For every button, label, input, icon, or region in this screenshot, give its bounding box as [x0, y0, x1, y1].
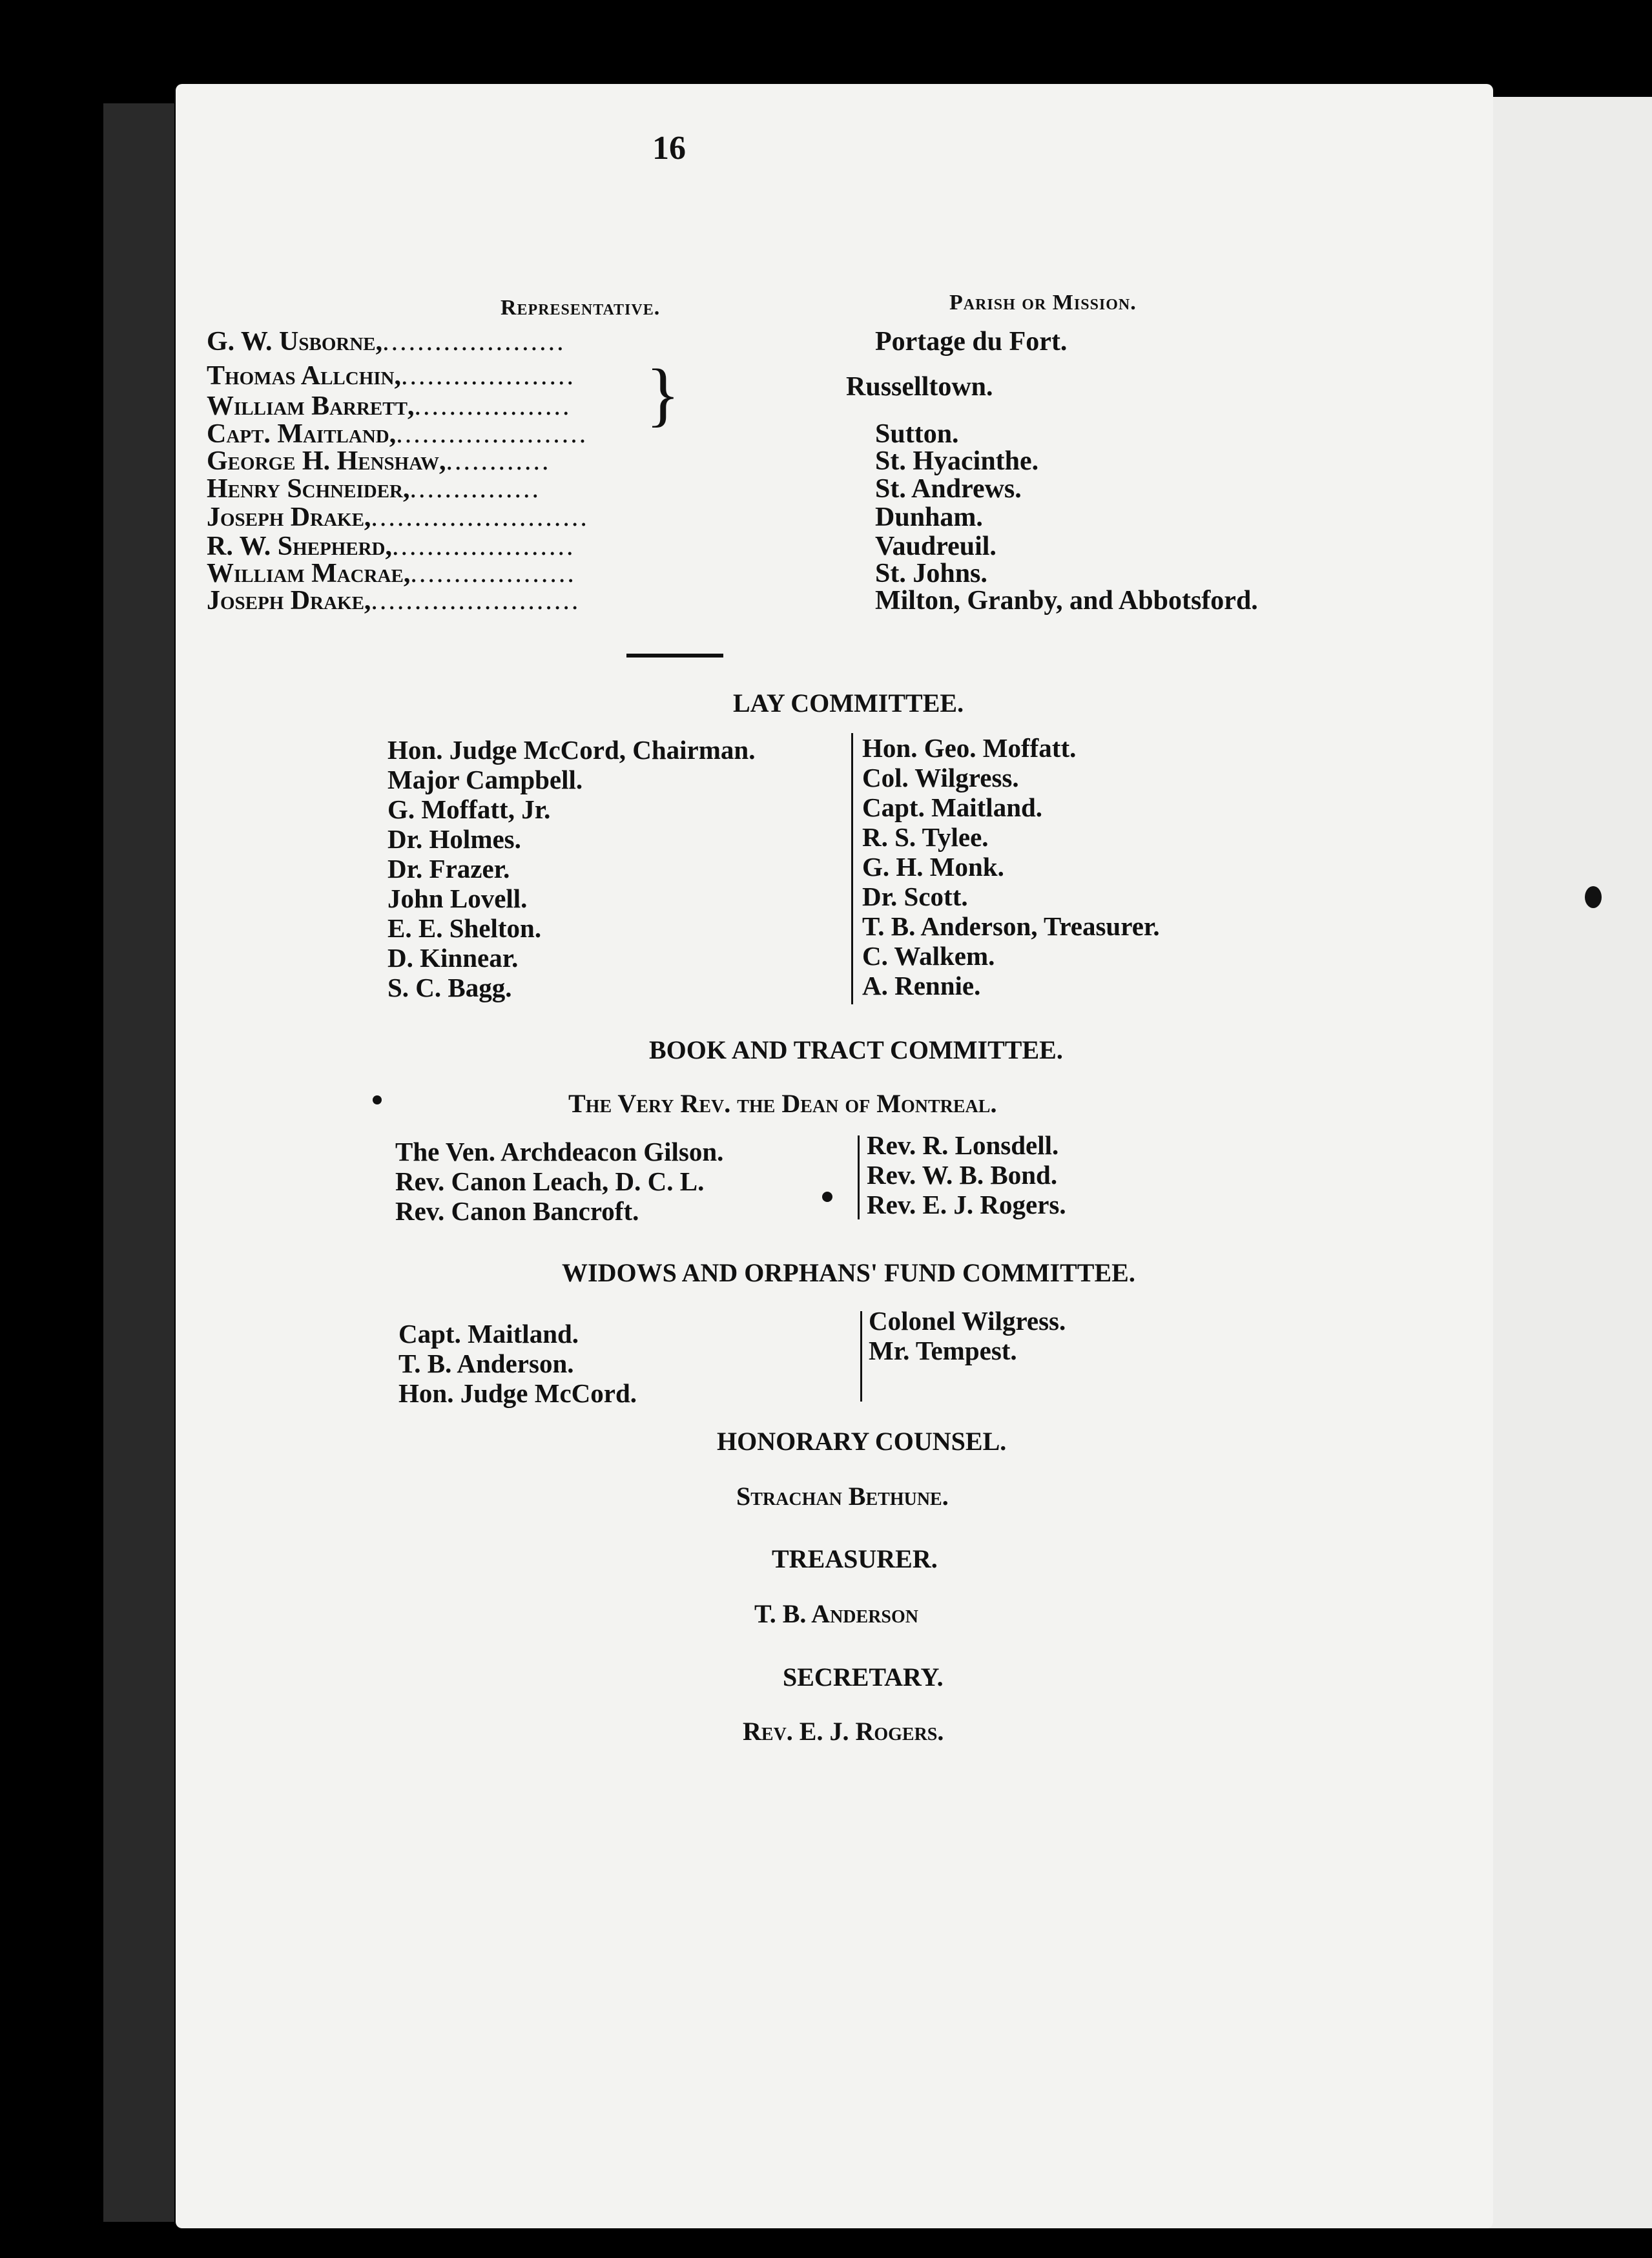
treasurer-title: TREASURER. [772, 1544, 938, 1573]
lay-committee-right [862, 733, 1160, 1000]
list-item: R. W. Shepherd,..................... Vaudreuil. [207, 532, 996, 561]
list-item: D. Kinnear. [387, 943, 519, 973]
secretary-name: Rev. E. J. Rogers. [743, 1717, 944, 1746]
column-divider [858, 1135, 860, 1219]
list-item: S. C. Bagg. [387, 973, 512, 1002]
column-divider [851, 733, 853, 1004]
widows-fund-title: WIDOWS AND ORPHANS' FUND COMMITTEE. [562, 1258, 1135, 1287]
parish-header: Parish or Mission. [949, 291, 1137, 315]
list-item: E. E. Shelton. [387, 913, 542, 943]
list-item: Joseph Drake,........................ Milton, Granby, and Abbotsford. [207, 586, 1258, 616]
list-item: C. Walkem. [862, 941, 995, 971]
treasurer-name: T. B. Anderson [754, 1599, 918, 1628]
representative-header: Representative. [501, 296, 661, 320]
column-divider [860, 1311, 862, 1402]
list-item: A. Rennie. [862, 971, 981, 1000]
list-item: T. B. Anderson. [398, 1349, 574, 1378]
list-item: George H. Henshaw,............ St. Hyacinthe. [207, 446, 1039, 476]
list-item: Mr. Tempest. [869, 1336, 1017, 1365]
ink-speck [1585, 886, 1602, 908]
list-item: G. H. Monk. [862, 852, 1004, 882]
list-item: Rev. E. J. Rogers. [867, 1190, 1066, 1219]
list-item: Capt. Maitland. [398, 1319, 579, 1349]
list-item: G. W. Usborne,..................... Portage du Fort. [207, 327, 1068, 357]
honorary-counsel-title: HONORARY COUNSEL. [717, 1427, 1007, 1456]
list-item: William Barrett,.................. [207, 391, 572, 421]
list-item: Rev. W. B. Bond. [867, 1160, 1058, 1190]
honorary-counsel-name: Strachan Bethune. [736, 1482, 949, 1511]
secretary-title: SECRETARY. [783, 1662, 944, 1692]
ink-speck [373, 1095, 382, 1104]
list-item: Joseph Drake,......................... Dunham. [207, 502, 983, 532]
list-item: Hon. Judge McCord. [398, 1378, 637, 1408]
section-divider [626, 654, 723, 658]
list-item: John Lovell. [387, 884, 528, 913]
book-tract-committee-title: BOOK AND TRACT COMMITTEE. [649, 1035, 1063, 1064]
book-tract-left [395, 1137, 723, 1226]
list-item: Colonel Wilgress. [869, 1306, 1066, 1336]
list-item: Henry Schneider,............... St. Andrews. [207, 474, 1022, 504]
list-item: Dr. Scott. [862, 882, 968, 911]
book-tract-right [867, 1130, 1066, 1219]
list-item: Dr. Frazer. [387, 854, 510, 884]
list-item: The Ven. Archdeacon Gilson. [395, 1137, 724, 1166]
widows-fund-right [869, 1306, 1066, 1365]
ink-speck [822, 1192, 832, 1202]
list-item: Major Campbell. [387, 765, 583, 794]
facing-page-edge [1485, 97, 1652, 2228]
list-item: Col. Wilgress. [862, 763, 1019, 792]
page-number: 16 [652, 130, 686, 167]
lay-committee-title: LAY COMMITTEE. [733, 689, 964, 718]
list-item: Hon. Judge McCord, Chairman. [387, 735, 756, 765]
widows-fund-left [398, 1319, 637, 1408]
book-spine [103, 103, 174, 2222]
book-tract-chair: The Very Rev. the Dean of Montreal. [568, 1089, 997, 1118]
list-item: William Macrae,................... St. Johns. [207, 559, 987, 588]
list-item: Thomas Allchin,.................... [207, 361, 575, 391]
list-item: Capt. Maitland,...................... Sutton. [207, 419, 959, 449]
list-item: R. S. Tylee. [862, 822, 989, 852]
lay-committee-left [387, 735, 755, 1002]
list-item: Hon. Geo. Moffatt. [862, 733, 1077, 763]
list-item: Rev. Canon Bancroft. [395, 1196, 639, 1226]
list-item: T. B. Anderson, Treasurer. [862, 911, 1160, 941]
list-item: Rev. Canon Leach, D. C. L. [395, 1166, 705, 1196]
list-item: G. Moffatt, Jr. [387, 794, 551, 824]
list-item: Rev. R. Lonsdell. [867, 1130, 1059, 1160]
brace-symbol: } [646, 355, 680, 433]
braced-place: Russelltown. [846, 372, 993, 402]
list-item: Dr. Holmes. [387, 824, 521, 854]
list-item: Capt. Maitland. [862, 792, 1043, 822]
